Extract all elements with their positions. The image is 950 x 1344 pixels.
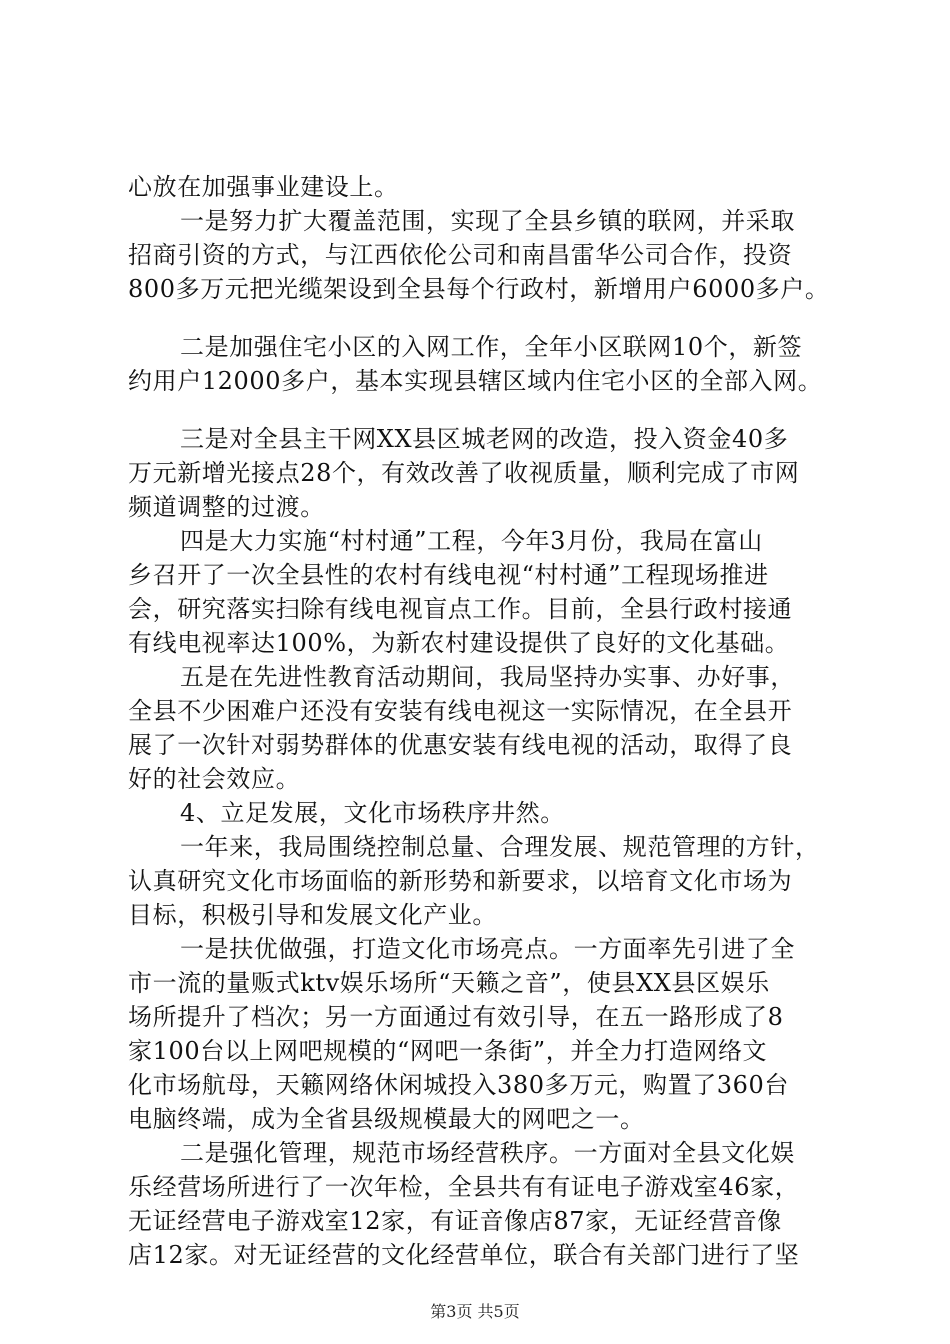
text-line: 一是扶优做强，打造文化市场亮点。一方面率先引进了全: [180, 935, 795, 963]
text-line: 二是强化管理，规范市场经营秩序。一方面对全县文化娱: [180, 1139, 795, 1167]
text-line: 展了一次针对弱势群体的优惠安装有线电视的活动，取得了良: [128, 731, 793, 759]
text-line: 乡召开了一次全县性的农村有线电视“村村通”工程现场推进: [128, 561, 769, 589]
text-line: 认真研究文化市场面临的新形势和新要求，以培育文化市场为: [128, 867, 793, 895]
text-line: 市一流的量贩式ktv娱乐场所“天籁之音”，使县XX县区娱乐: [128, 969, 770, 997]
text-line: 电脑终端，成为全省县级规模最大的网吧之一。: [128, 1105, 645, 1133]
section-heading: 4、立足发展，文化市场秩序井然。: [180, 799, 565, 827]
text-line: 800多万元把光缆架设到全县每个行政村，新增用户6000多户。: [128, 275, 830, 303]
text-line: 店12家。对无证经营的文化经营单位，联合有关部门进行了坚: [128, 1241, 800, 1269]
text-line: 无证经营电子游戏室12家，有证音像店87家，无证经营音像: [128, 1207, 782, 1235]
text-line: 心放在加强事业建设上。: [128, 173, 399, 201]
text-line: 会，研究落实扫除有线电视盲点工作。目前，全县行政村接通: [128, 595, 793, 623]
text-line: 有线电视率达100%，为新农村建设提供了良好的文化基础。: [128, 629, 790, 657]
text-line: 化市场航母，天籁网络休闲城投入380多万元，购置了360台: [128, 1071, 790, 1099]
text-line: 目标，积极引导和发展文化产业。: [128, 901, 497, 929]
text-line: 万元新增光接点28个，有效改善了收视质量，顺利完成了市网: [128, 459, 800, 487]
text-line: 五是在先进性教育活动期间，我局坚持办实事、办好事，: [180, 663, 795, 691]
text-line: 四是大力实施“村村通”工程，今年3月份，我局在富山: [180, 527, 763, 555]
text-line: 三是对全县主干网XX县区城老网的改造，投入资金40多: [180, 425, 789, 453]
text-line: 一年来，我局围绕控制总量、合理发展、规范管理的方针，: [180, 833, 820, 861]
text-line: 场所提升了档次；另一方面通过有效引导，在五一路形成了8: [128, 1003, 784, 1031]
text-line: 乐经营场所进行了一次年检，全县共有有证电子游戏室46家，: [128, 1173, 800, 1201]
page-number-footer: 第3页 共5页: [430, 1302, 520, 1321]
text-line: 频道调整的过渡。: [128, 493, 325, 521]
text-line: 一是努力扩大覆盖范围，实现了全县乡镇的联网，并采取: [180, 207, 795, 235]
text-line: 全县不少困难户还没有安装有线电视这一实际情况，在全县开: [128, 697, 793, 725]
text-line: 好的社会效应。: [128, 765, 301, 793]
text-line: 约用户12000多户，基本实现县辖区域内住宅小区的全部入网。: [128, 367, 823, 395]
text-line: 招商引资的方式，与江西依伦公司和南昌雷华公司合作，投资: [128, 241, 793, 269]
text-line: 家100台以上网吧规模的“网吧一条街”，并全力打造网络文: [128, 1037, 768, 1065]
text-line: 二是加强住宅小区的入网工作，全年小区联网10个，新签: [180, 333, 803, 361]
